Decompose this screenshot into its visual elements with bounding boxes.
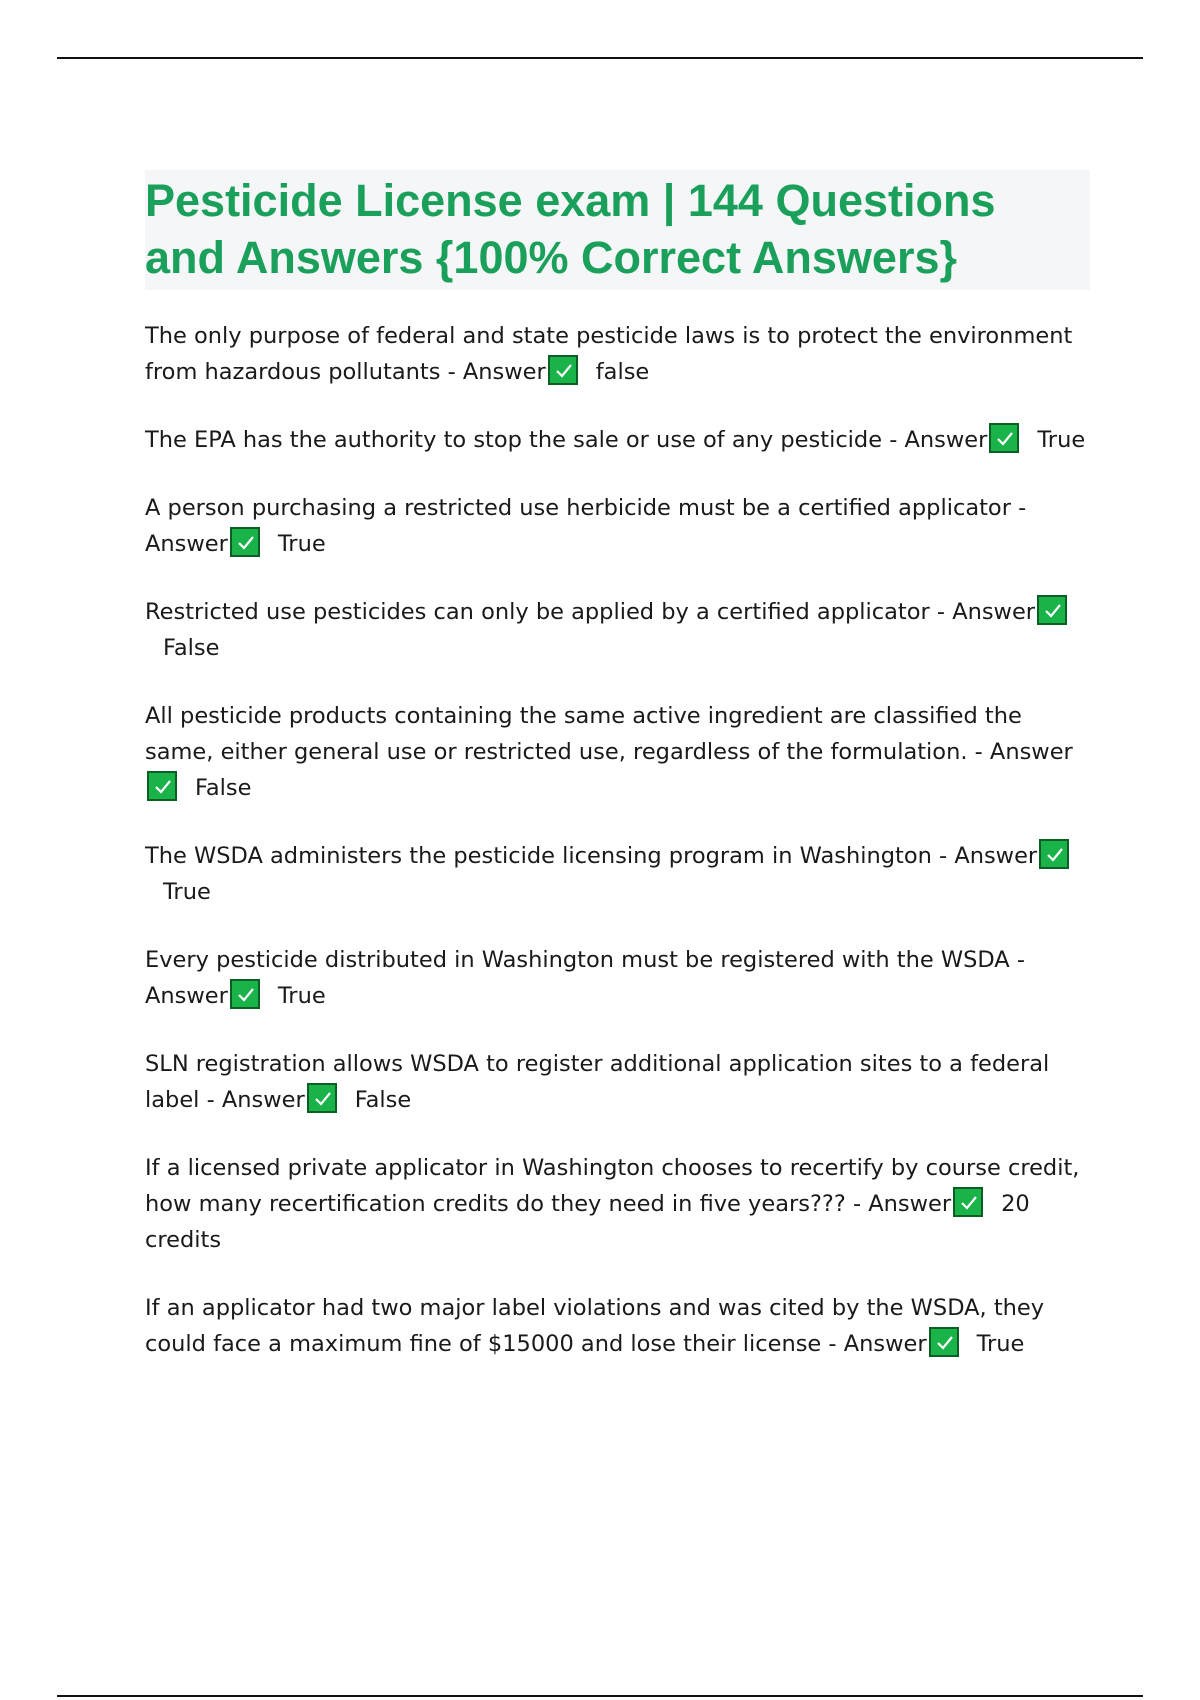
answer-text: True: [163, 879, 211, 905]
qa-item-3: [145, 490, 1090, 562]
answer-text: True: [1037, 427, 1086, 453]
answer-text: False: [163, 635, 220, 661]
question-text: The only purpose of federal and state pesticide laws is to protect the environment from hazardous pollutants -: [145, 323, 1073, 385]
checkmark-icon: [230, 527, 260, 557]
answer-label: Answer: [952, 599, 1036, 625]
answer-text: True: [277, 983, 326, 1009]
answer-label: Answer: [221, 1087, 305, 1113]
answer-text: False: [354, 1087, 412, 1113]
question-text: A person purchasing a restricted use herbicide must be a certified applicator -: [145, 495, 1027, 521]
qa-item-2: [145, 422, 1090, 458]
document-body: [145, 170, 1090, 1394]
question-text: Every pesticide distributed in Washington must be registered with the WSDA -: [145, 947, 1025, 973]
answer-text: False: [195, 775, 252, 801]
checkmark-icon: [953, 1187, 983, 1217]
answer-label: Answer: [868, 1191, 952, 1217]
question-text: Restricted use pesticides can only be applied by a certified applicator -: [145, 599, 946, 625]
question-text: All pesticide products containing the same active ingredient are classified the same, either general use or restricted use, regardless of the formulation. -: [145, 703, 1022, 765]
answer-label: Answer: [145, 531, 228, 557]
qa-item-4: [145, 594, 1090, 666]
answer-label: Answer: [904, 427, 988, 453]
qa-list: [145, 318, 1090, 1362]
qa-item-6: [145, 838, 1090, 910]
answer-text: True: [976, 1331, 1025, 1357]
checkmark-icon: [147, 771, 177, 801]
top-rule: [57, 57, 1143, 59]
checkmark-icon: [230, 979, 260, 1009]
answer-label: Answer: [843, 1331, 927, 1357]
qa-item-5: [145, 698, 1090, 806]
answer-label: Answer: [462, 359, 546, 385]
question-text: If a licensed private applicator in Washington chooses to recertify by course credit, how many recertification credits do they need in five years??? -: [145, 1155, 1080, 1217]
answer-label: Answer: [989, 739, 1073, 765]
question-text: The WSDA administers the pesticide licensing program in Washington -: [145, 843, 948, 869]
answer-label: Answer: [145, 983, 228, 1009]
question-text: If an applicator had two major label violations and was cited by the WSDA, they could face a maximum fine of $15000 and lose their license -: [145, 1295, 1045, 1357]
answer-label: Answer: [954, 843, 1038, 869]
qa-item-7: [145, 942, 1090, 1014]
document-title: Pesticide License exam | 144 Questions and Answers {100% Correct Answers}: [145, 175, 996, 283]
checkmark-icon: [989, 423, 1019, 453]
checkmark-icon: [1037, 595, 1067, 625]
answer-text: false: [595, 359, 650, 385]
checkmark-icon: [307, 1083, 337, 1113]
question-text: The EPA has the authority to stop the sale or use of any pesticide -: [145, 427, 898, 453]
answer-text: 20 credits: [145, 1191, 1030, 1253]
checkmark-icon: [548, 355, 578, 385]
checkmark-icon: [1039, 839, 1069, 869]
title-banner: [145, 170, 1090, 290]
qa-item-10: [145, 1290, 1090, 1362]
checkmark-icon: [929, 1327, 959, 1357]
bottom-rule: [57, 1695, 1143, 1697]
qa-item-1: [145, 318, 1090, 390]
qa-item-8: [145, 1046, 1090, 1118]
answer-text: True: [277, 531, 326, 557]
question-text: SLN registration allows WSDA to register additional application sites to a federal label -: [145, 1051, 1050, 1113]
qa-item-9: [145, 1150, 1090, 1258]
